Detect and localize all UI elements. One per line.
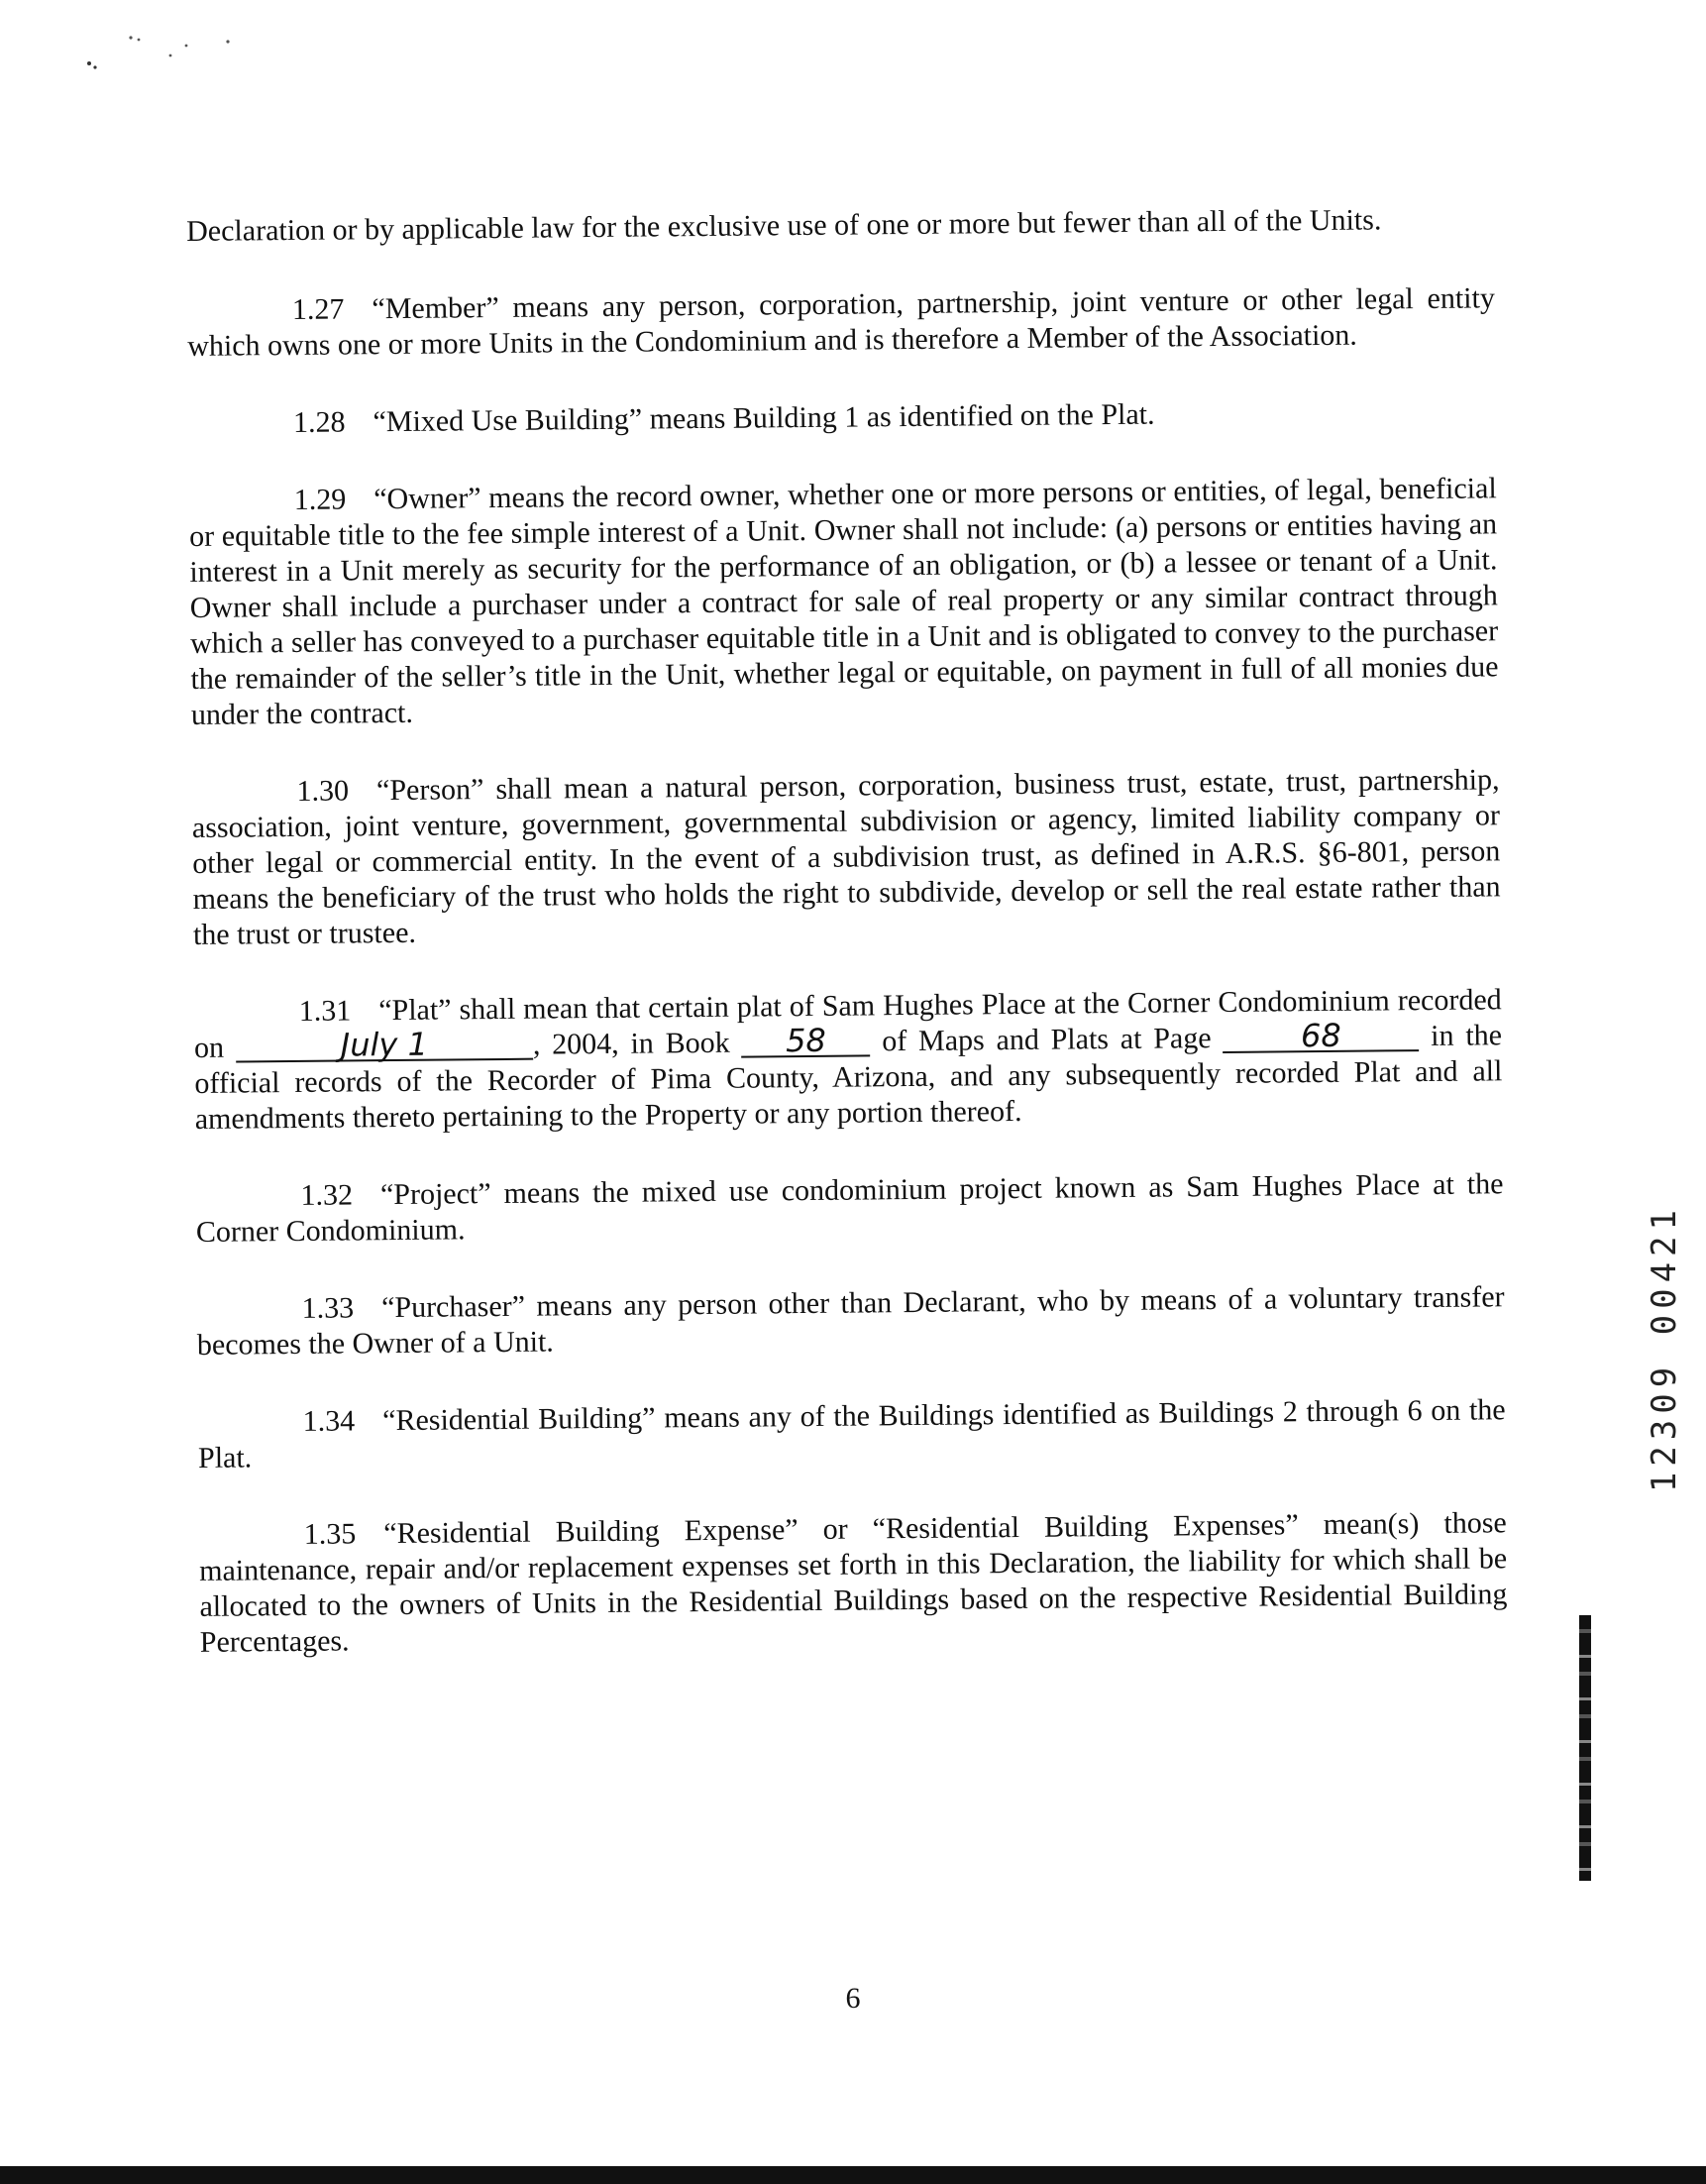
recording-stamp-number: 12309 00421 — [1645, 1204, 1684, 1493]
binding-edge-mark — [1579, 1615, 1591, 1881]
section-1-33 — [196, 1279, 1505, 1364]
section-text: “Purchaser” means any person other than Declarant, who by means of a voluntary transfer becomes the Owner of a Unit. — [196, 1280, 1505, 1362]
handwritten-page-number: 68 — [1223, 1020, 1419, 1053]
definitions-list-part-1 — [187, 280, 1501, 953]
scan-artifact-specks — [79, 28, 258, 77]
section-1-34 — [198, 1392, 1507, 1476]
section-1-27 — [187, 280, 1496, 365]
section-1-32 — [195, 1166, 1504, 1251]
section-text: in the official records of the Recorder of Pima County, Arizona, and any subsequently recorded Plat and all amendments thereto pertaining to the Property or any portion thereof. — [194, 1019, 1503, 1136]
section-1-30 — [191, 762, 1501, 953]
section-number: 1.35 — [303, 1517, 357, 1551]
section-1-35 — [199, 1505, 1508, 1661]
section-number: 1.33 — [301, 1291, 355, 1325]
section-text: “Plat” shall mean that certain plat of Sam Hughes Place at the Corner Condominium recorded on — [193, 983, 1502, 1064]
section-number: 1.31 — [298, 994, 352, 1028]
section-number: 1.30 — [296, 774, 350, 808]
section-text: “Person” shall mean a natural person, corporation, business trust, estate, trust, partnership, association, joint venture, government, governmental subdivision or agency, limited liability company or other legal or commercial entity. In the event of a subdivision trust, as defined in A.R.S. §6-801, person means the beneficiary of the trust who holds the right to subdivide, develop or sell the real estate rather than the trust or trustee. — [191, 763, 1501, 951]
page-number: 6 — [845, 1982, 861, 2015]
section-text: “Member” means any person, corporation, partnership, joint venture or other legal entity which owns one or more Units in the Condominium and is therefore a Member of the Association. — [187, 281, 1496, 363]
section-number: 1.29 — [293, 483, 347, 516]
section-text: “Owner” means the record owner, whether one or more persons or entities, of legal, beneficial or equitable title to the fee simple interest of a Unit. Owner shall not include: (a) persons or entities having an interest in a Unit merely as security for the performance of an obligation, or (b) a lessee or tenant of a Unit. Owner shall include a purchaser under a contract for sale of real property or any similar contract through which a seller has conveyed to a purchaser equitable title in a Unit and is obligated to convey to the purchaser the remainder of the seller’s title in the Unit, whether legal or equitable, on payment in full of all monies due under the contract. — [188, 472, 1499, 731]
handwritten-book-number: 58 — [741, 1025, 870, 1057]
continued-paragraph: Declaration or by applicable law for the exclusive use of one or more but fewer than all of the Units. — [186, 203, 1382, 248]
section-text: of Maps and Plats at Page — [882, 1022, 1212, 1058]
section-text: “Project” means the mixed use condominium project known as Sam Hughes Place at the Corner Condominium. — [195, 1167, 1504, 1249]
section-1-29 — [189, 471, 1499, 733]
section-number: 1.34 — [302, 1404, 356, 1438]
scan-bottom-edge — [0, 2166, 1706, 2184]
section-number: 1.28 — [292, 405, 346, 439]
section-text: “Residential Building” means any of the Buildings identified as Buildings 2 through 6 on the Plat. — [197, 1393, 1506, 1474]
document-body — [186, 201, 1508, 1702]
section-1-28 — [188, 393, 1496, 442]
section-number: 1.32 — [300, 1178, 354, 1212]
handwritten-recording-date: July 1 — [236, 1029, 533, 1063]
section-text: “Mixed Use Building” means Building 1 as identified on the Plat. — [373, 397, 1155, 439]
section-1-31-plat — [194, 982, 1503, 1138]
section-text: “Residential Building Expense” or “Residential Building Expenses” mean(s) those maintenance, repair and/or replacement expenses set forth in this Declaration, the liability for which shall be allocated to the owners of Units in the Residential Buildings based on the respective Residential Building Percentages. — [198, 1506, 1508, 1659]
section-text: , 2004, in Book — [532, 1026, 730, 1061]
section-number: 1.27 — [291, 292, 345, 326]
definitions-list-part-2 — [195, 1166, 1508, 1661]
